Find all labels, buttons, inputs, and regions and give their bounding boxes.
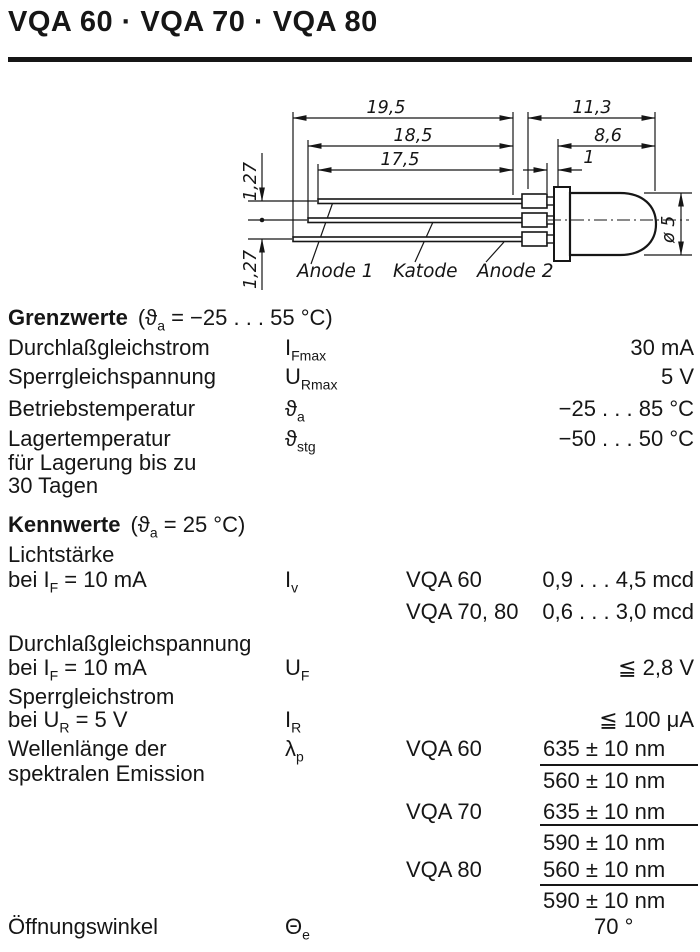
spec-row-label: Sperrgleichspannung xyxy=(8,364,216,389)
kennwerte-heading-text: Kennwerte xyxy=(8,512,121,537)
spec-value: ≦ 2,8 V xyxy=(618,655,694,680)
grenzwerte-heading-text: Grenzwerte xyxy=(8,305,128,330)
spec-row-label: Betriebstemperatur xyxy=(8,396,196,421)
wavelength-value: 560 ± 10 nm xyxy=(543,768,666,793)
led-body-dome xyxy=(570,193,656,255)
spec-symbol: $ϑ_{stg}$ xyxy=(285,426,316,455)
spec-symbol: $\lambda_p$ xyxy=(285,736,304,765)
device-label: VQA 70 xyxy=(406,799,482,824)
spec-symbol: $ϑ_a$ xyxy=(285,396,305,425)
spec-row-condition: bei $I_F = 10$ mA xyxy=(8,567,147,596)
led-dimension-drawing xyxy=(0,85,700,300)
spec-value: −25 . . . 85 °C xyxy=(558,396,694,421)
spec-value: 0,9 . . . 4,5 mcd xyxy=(542,567,694,592)
wavelength-value: 635 ± 10 nm xyxy=(543,736,666,761)
lead-anode2 xyxy=(293,237,523,242)
spec-value: 70 ° xyxy=(594,914,634,939)
spec-row-label: Durchlaßgleichspannung xyxy=(8,631,252,656)
spec-value: 5 V xyxy=(660,364,694,389)
label-anode1: Anode 1 xyxy=(297,261,374,282)
spec-symbol: $I_{Fmax}$ xyxy=(285,335,327,364)
kennwerte-condition: ($ϑ_a = 25$ °C) xyxy=(130,512,246,541)
wavelength-value: 590 ± 10 nm xyxy=(543,830,666,855)
dim-17-5: 17,5 xyxy=(380,150,420,170)
spec-symbol: $U_{Rmax}$ xyxy=(285,364,338,393)
spec-value: −50 . . . 50 °C xyxy=(558,426,694,451)
led-outline xyxy=(293,187,656,261)
dim-pitch-lower: 1,27 xyxy=(241,250,261,289)
wavelength-value: 560 ± 10 nm xyxy=(543,857,666,882)
page-title: VQA 60 · VQA 70 · VQA 80 xyxy=(8,6,378,38)
spec-row-label: Durchlaßgleichstrom xyxy=(8,335,210,360)
device-label: VQA 60 xyxy=(406,736,482,761)
spec-row-label: Sperrgleichstrom xyxy=(8,684,175,709)
title-rule xyxy=(8,57,692,62)
grenzwerte-condition: ($ϑ_a = -25$ . . . 55 °C) xyxy=(137,305,333,334)
lead-katode xyxy=(308,218,523,223)
spec-value: ≦ 100 μA xyxy=(599,707,694,732)
spec-row-condition: bei $I_F = 10$ mA xyxy=(8,655,147,684)
dim-pitch-upper: 1,27 xyxy=(241,162,261,201)
wavelength-value: 590 ± 10 nm xyxy=(543,888,666,913)
device-label: VQA 80 xyxy=(406,857,482,882)
fraction-bar xyxy=(540,884,698,886)
spec-row-label: 30 Tagen xyxy=(8,473,99,498)
kennwerte-heading xyxy=(8,512,246,541)
spec-value: 0,6 . . . 3,0 mcd xyxy=(542,599,694,624)
spec-row-label: spektralen Emission xyxy=(8,761,205,786)
spec-row-label: Lagertemperatur xyxy=(8,426,171,451)
spec-symbol: $U_F$ xyxy=(285,655,310,684)
dim-18-5: 18,5 xyxy=(393,126,433,146)
label-anode2: Anode 2 xyxy=(477,261,554,282)
label-katode: Katode xyxy=(393,261,458,282)
led-flange xyxy=(554,187,570,261)
dim-1: 1 xyxy=(583,148,595,168)
spec-symbol: $I_R$ xyxy=(285,707,302,736)
spec-row-label: für Lagerung bis zu xyxy=(8,450,197,475)
spec-row-label: Lichtstärke xyxy=(8,542,115,567)
lead-labels xyxy=(296,261,553,282)
fraction-bar xyxy=(540,824,698,826)
spec-value: 30 mA xyxy=(630,335,694,360)
fraction-bar xyxy=(540,764,698,766)
dim-8-6: 8,6 xyxy=(594,126,622,146)
spec-row-label: Wellenlänge der xyxy=(8,736,167,761)
spec-symbol: $\Theta_e$ xyxy=(285,914,310,943)
spec-row-label: Öffnungswinkel xyxy=(8,914,159,939)
dim-diameter: ø 5 xyxy=(659,215,679,243)
dim-11-3: 11,3 xyxy=(572,98,612,118)
device-label: VQA 70, 80 xyxy=(406,599,519,624)
dim-19-5: 19,5 xyxy=(366,98,406,118)
lead-anode1 xyxy=(318,199,523,204)
grenzwerte-heading xyxy=(8,305,333,334)
spec-row-condition: bei $U_R = 5$ V xyxy=(8,707,128,736)
spec-symbol: $I_v$ xyxy=(285,567,299,596)
device-label: VQA 60 xyxy=(406,567,482,592)
wavelength-value: 635 ± 10 nm xyxy=(543,799,666,824)
